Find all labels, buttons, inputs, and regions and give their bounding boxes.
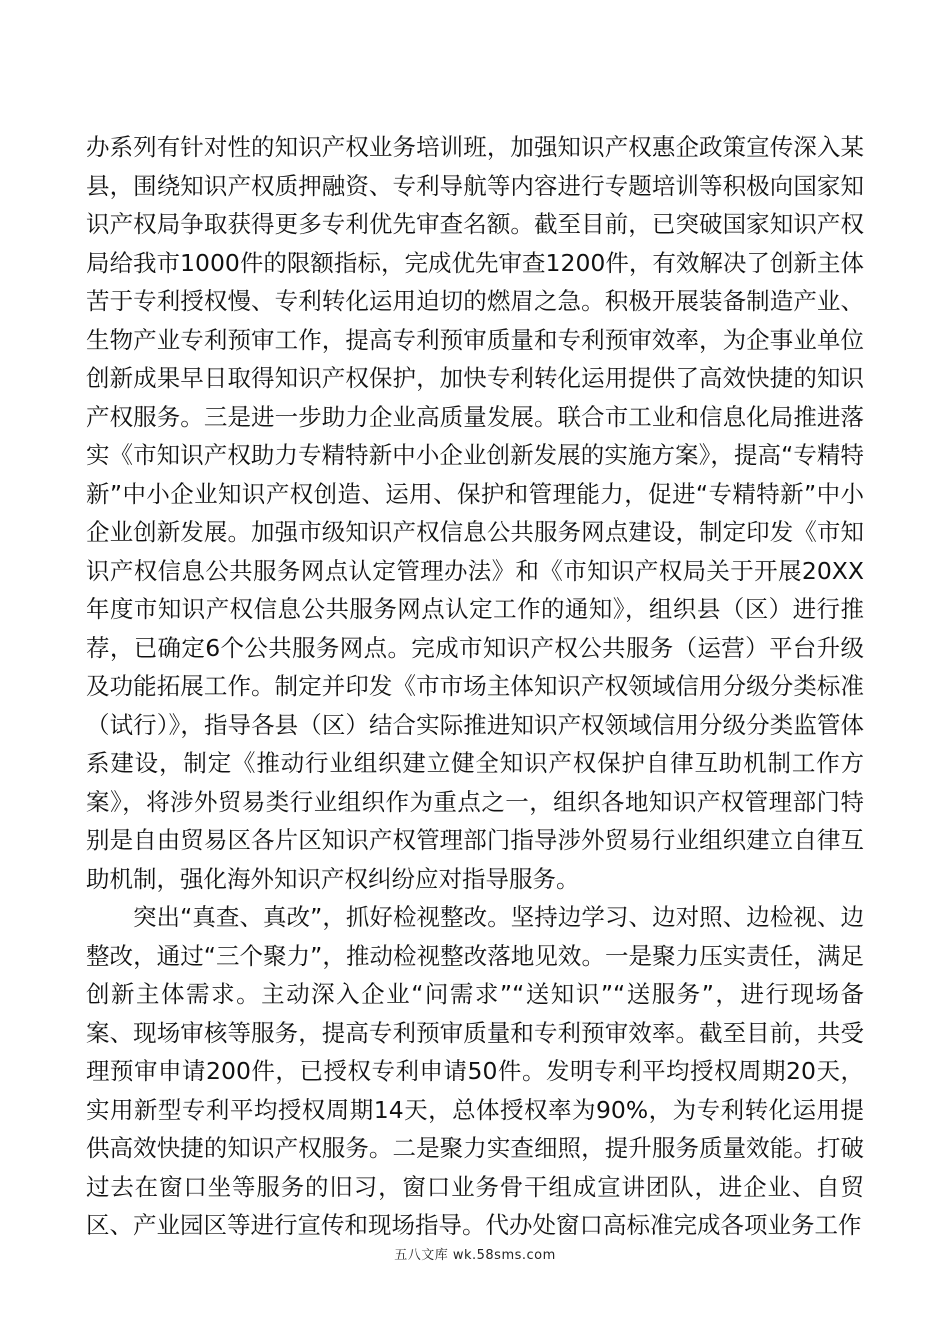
document-body <box>86 128 864 1245</box>
body-paragraph-2: 突出“真查、真改”，抓好检视整改。坚持边学习、边对照、边检视、边整改，通过“三个聚力”，推动检视整改落地见效。一是聚力压实责任，满足创新主体需求。主动深入企业“问需求”“送知识”“送服务”，进行现场备案、现场审核等服务，提高专利预审质量和专利预审效率。截至目前，共受理预审申请200件，已授权专利申请50件。发明专利平均授权周期20天，实用新型专利平均授权周期14天，总体授权率为90%，为专利转化运用提供高效快捷的知识产权服务。二是聚力实查细照，提升服务质量效能。打破过去在窗口坐等服务的旧习，窗口业务骨干组成宣讲团队，进企业、自贸区、产业园区等进行宣传和现场指导。代办处窗口高标准完成各项业务工作 <box>86 903 864 1239</box>
body-paragraph-1: 办系列有针对性的知识产权业务培训班，加强知识产权惠企政策宣传深入某县，围绕知识产权质押融资、专利导航等内容进行专题培训等积极向国家知识产权局争取获得更多专利优先审查名额。截至目前，已突破国家知识产权局给我市1000件的限额指标，完成优先审查1200件，有效解决了创新主体苦于专利授权慢、专利转化运用迫切的燃眉之急。积极开展装备制造产业、生物产业专利预审工作，提高专利预审质量和专利预审效率，为企事业单位创新成果早日取得知识产权保护，加快专利转化运用提供了高效快捷的知识产权服务。三是进一步助力企业高质量发展。联合市工业和信息化局推进落实《市知识产权助力专精特新中小企业创新发展的实施方案》，提高“专精特新”中小企业知识产权创造、运用、保护和管理能力，促进“专精特新”中小企业创新发展。加强市级知识产权信息公共服务网点建设，制定印发《市知识产权信息公共服务网点认定管理办法》和《市知识产权局关于开展20XX年度市知识产权信息公共服务网点认定工作的通知》，组织县（区）进行推荐，已确定6个公共服务网点。完成市知识产权公共服务（运营）平台升级及功能拓展工作。制定并印发《市市场主体知识产权领域信用分级分类标准（试行）》，指导各县（区）结合实际推进知识产权领域信用分级分类监管体系建设，制定《推动行业组织建立健全知识产权保护自律互助机制工作方案》，将涉外贸易类行业组织作为重点之一，组织各地知识产权管理部门特别是自由贸易区各片区知识产权管理部门指导涉外贸易行业组织建立自律互助机制，强化海外知识产权纠纷应对指导服务。 <box>86 133 864 893</box>
footer-watermark: 五八文库 wk.58sms.com <box>394 1248 556 1263</box>
